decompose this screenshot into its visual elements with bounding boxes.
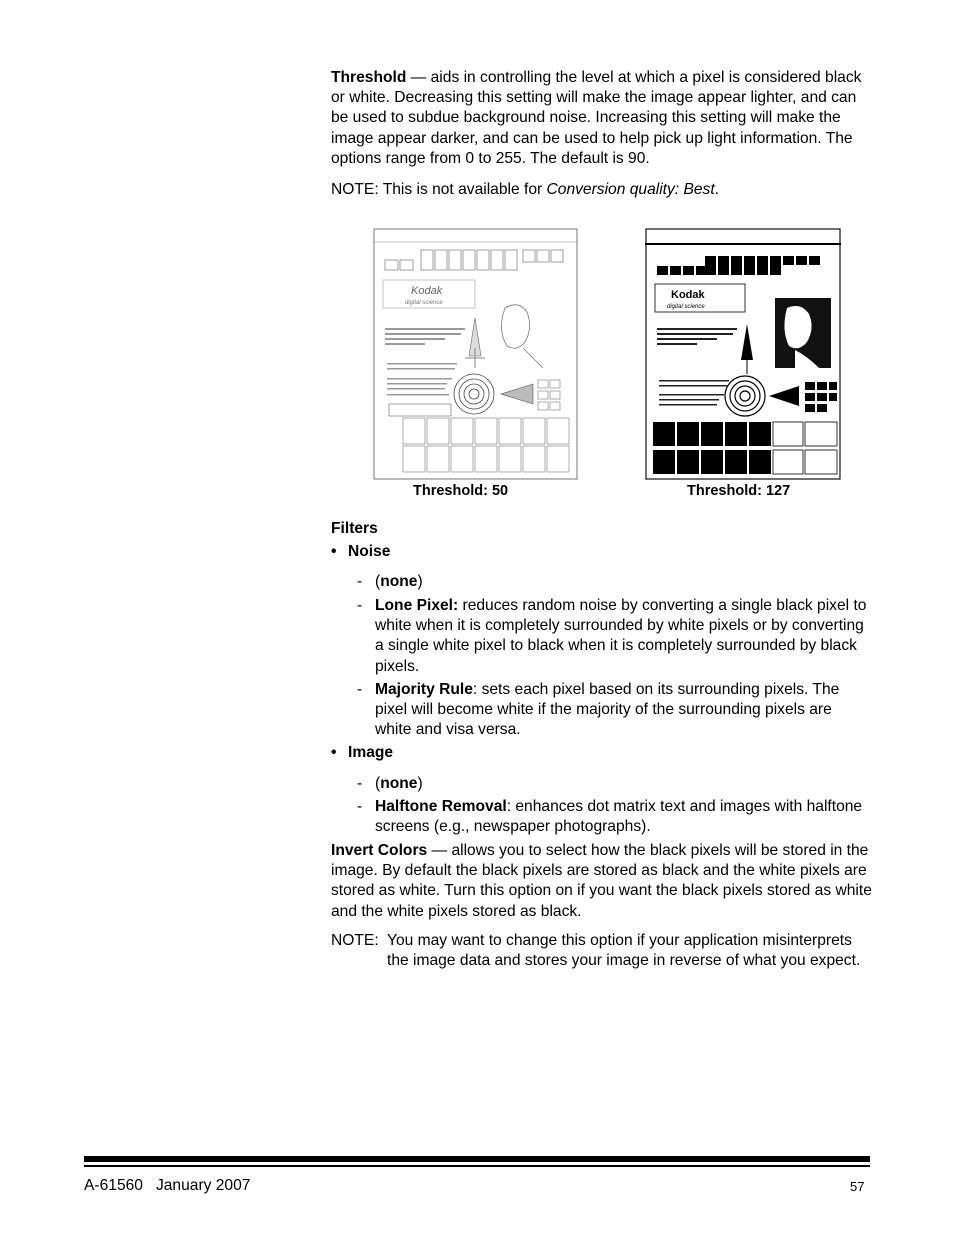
noise-bullet: [331, 543, 390, 561]
image-label: Image: [348, 744, 394, 761]
note2-text: You may want to change this option if your application misinterprets the image data and stores your image in reverse of what you expect.: [387, 932, 861, 970]
image-none-dash: -: [357, 775, 363, 792]
threshold-50-sample-image: [373, 228, 578, 480]
halftone-term: Halftone Removal: [375, 798, 507, 815]
note1-suffix: .: [714, 181, 720, 198]
image-bullet: [331, 744, 393, 762]
filters-heading: Filters: [331, 520, 378, 537]
kodak-logo-dark: Kodak: [671, 289, 705, 301]
halftone-description: : enhances dot matrix text and images with halftone screens (e.g., newspaper photographs).: [375, 798, 863, 836]
image-option-none: [357, 774, 872, 794]
noise-option-majority-rule: [357, 680, 872, 741]
noise-none-close: ): [417, 573, 423, 590]
kodak-logo-sub-light: digital science: [405, 300, 443, 306]
noise-none-term: none: [380, 573, 418, 590]
noise-none-dash: -: [357, 573, 363, 590]
note1-prefix: NOTE: This is not available for: [331, 181, 547, 198]
footer-rule-thick: [84, 1156, 870, 1162]
invert-colors-paragraph: [331, 841, 876, 922]
kodak-logo-light: Kodak: [411, 285, 443, 297]
threshold-term: Threshold: [331, 69, 407, 86]
lone-pixel-dash: -: [357, 597, 363, 614]
kodak-logo-sub-dark: digital science: [667, 304, 705, 310]
majority-rule-dash: -: [357, 681, 363, 698]
image-option-halftone-removal: [357, 797, 872, 837]
threshold-paragraph: [331, 68, 876, 169]
invert-colors-term: Invert Colors: [331, 842, 428, 859]
image-none-term: none: [380, 775, 418, 792]
lone-pixel-description: reduces random noise by converting a single black pixel to white when it is completely surrounded by white pixels or by converting a single white pixel to black when it is completely surrounded by black pixels.: [375, 597, 867, 675]
noise-label: Noise: [348, 543, 391, 560]
footer-document-id: A-61560 January 2007: [84, 1177, 251, 1194]
image-bullet-dot: •: [331, 744, 337, 761]
threshold-127-caption: Threshold: 127: [687, 483, 791, 499]
image-none-open: (: [375, 775, 381, 792]
note2-label: NOTE:: [331, 932, 379, 949]
halftone-dash: -: [357, 798, 363, 815]
majority-rule-term: Majority Rule: [375, 681, 473, 698]
noise-bullet-dot: •: [331, 543, 337, 560]
page-number: 57: [850, 1179, 865, 1194]
noise-option-none: [357, 572, 872, 592]
invert-colors-description: — allows you to select how the black pixels will be stored in the image. By default the black pixels are stored as black and the white pixels are stored as white. Turn this option on if you want the black pixels stored as white and the white pixels stored as black.: [331, 842, 872, 920]
threshold-50-caption: Threshold: 50: [413, 483, 509, 499]
note1-emphasis: Conversion quality: Best: [546, 181, 715, 198]
image-none-close: ): [417, 775, 423, 792]
majority-rule-description: : sets each pixel based on its surrounding pixels. The pixel will become white if the majority of the surrounding pixels are white and visa versa.: [375, 681, 840, 739]
noise-option-lone-pixel: [357, 596, 872, 677]
note-invert-colors: [331, 931, 876, 971]
note-conversion-quality: [331, 180, 876, 200]
footer-rule-thin: [84, 1165, 870, 1167]
noise-none-open: (: [375, 573, 381, 590]
lone-pixel-term: Lone Pixel:: [375, 597, 459, 614]
threshold-127-sample-image: [645, 228, 841, 480]
threshold-description: — aids in controlling the level at which a pixel is considered black or white. Decreasing this setting will make the image appear lighter, and can be used to subdue background noise. Increasing this setting will make the image appear darker, and can be used to help pick up light information. The options range from 0 to 255. The default is 90.: [331, 69, 862, 167]
